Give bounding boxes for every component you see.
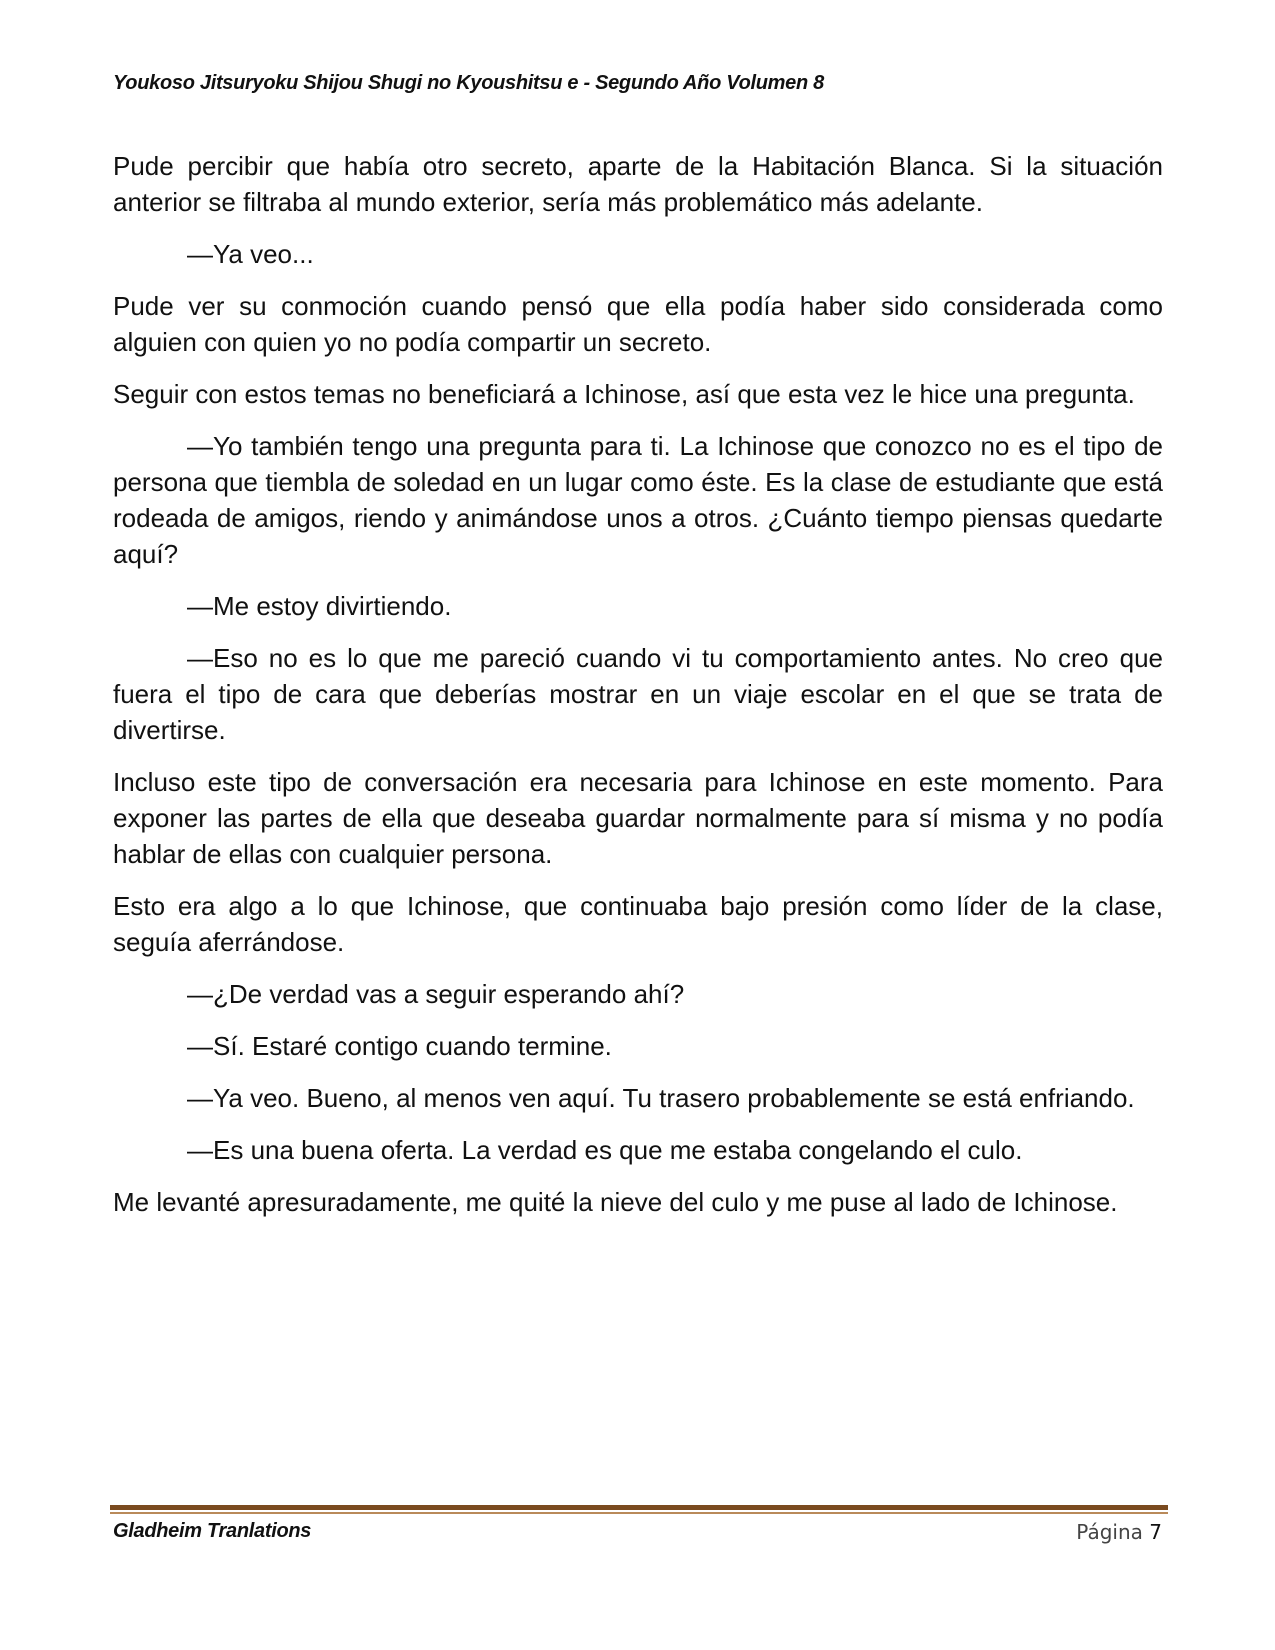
dialogue-paragraph: —Ya veo... — [187, 239, 314, 269]
paragraph: Incluso este tipo de conversación era necesaria para Ichinose en este momento. Para exponer las partes de ella que deseaba guardar normalmente para sí misma y no podía hablar de ellas con cualquier persona. — [113, 767, 1163, 869]
page-label: Página — [1076, 1520, 1143, 1544]
dialogue-paragraph: —Eso no es lo que me pareció cuando vi tu comportamiento antes. No creo que fuera el tipo de cara que deberías mostrar en un viaje escolar en el que se trata de divertirse. — [113, 643, 1163, 745]
dialogue-paragraph: —Sí. Estaré contigo cuando termine. — [187, 1031, 612, 1061]
paragraph: Pude ver su conmoción cuando pensó que ella podía haber sido considerada como alguien con quien yo no podía compartir un secreto. — [113, 291, 1163, 357]
dialogue-paragraph: —Ya veo. Bueno, al menos ven aquí. Tu trasero probablemente se está enfriando. — [187, 1083, 1135, 1113]
document-body — [113, 148, 1163, 1236]
paragraph: Me levanté apresuradamente, me quité la nieve del culo y me puse al lado de Ichinose. — [113, 1187, 1118, 1217]
footer-divider-thick — [110, 1505, 1168, 1510]
paragraph: Pude percibir que había otro secreto, aparte de la Habitación Blanca. Si la situación anterior se filtraba al mundo exterior, sería más problemático más adelante. — [113, 151, 1163, 217]
footer-divider-thin — [110, 1512, 1168, 1514]
dialogue-paragraph: —Es una buena oferta. La verdad es que me estaba congelando el culo. — [187, 1135, 1023, 1165]
paragraph: Seguir con estos temas no beneficiará a Ichinose, así que esta vez le hice una pregunta. — [113, 379, 1135, 409]
footer-credit: Gladheim Tranlations — [113, 1520, 312, 1542]
paragraph: Esto era algo a lo que Ichinose, que continuaba bajo presión como líder de la clase, seguía aferrándose. — [113, 891, 1163, 957]
footer-page-indicator — [1076, 1520, 1162, 1544]
page-header-title: Youkoso Jitsuryoku Shijou Shugi no Kyoushitsu e - Segundo Año Volumen 8 — [113, 72, 824, 94]
dialogue-paragraph: —Yo también tengo una pregunta para ti. La Ichinose que conozco no es el tipo de persona que tiembla de soledad en un lugar como éste. Es la clase de estudiante que está rodeada de amigos, riendo y animándose unos a otros. ¿Cuánto tiempo piensas quedarte aquí? — [113, 431, 1163, 569]
dialogue-paragraph: —Me estoy divirtiendo. — [187, 591, 452, 621]
dialogue-paragraph: —¿De verdad vas a seguir esperando ahí? — [187, 979, 685, 1009]
page-number: 7 — [1149, 1520, 1162, 1544]
